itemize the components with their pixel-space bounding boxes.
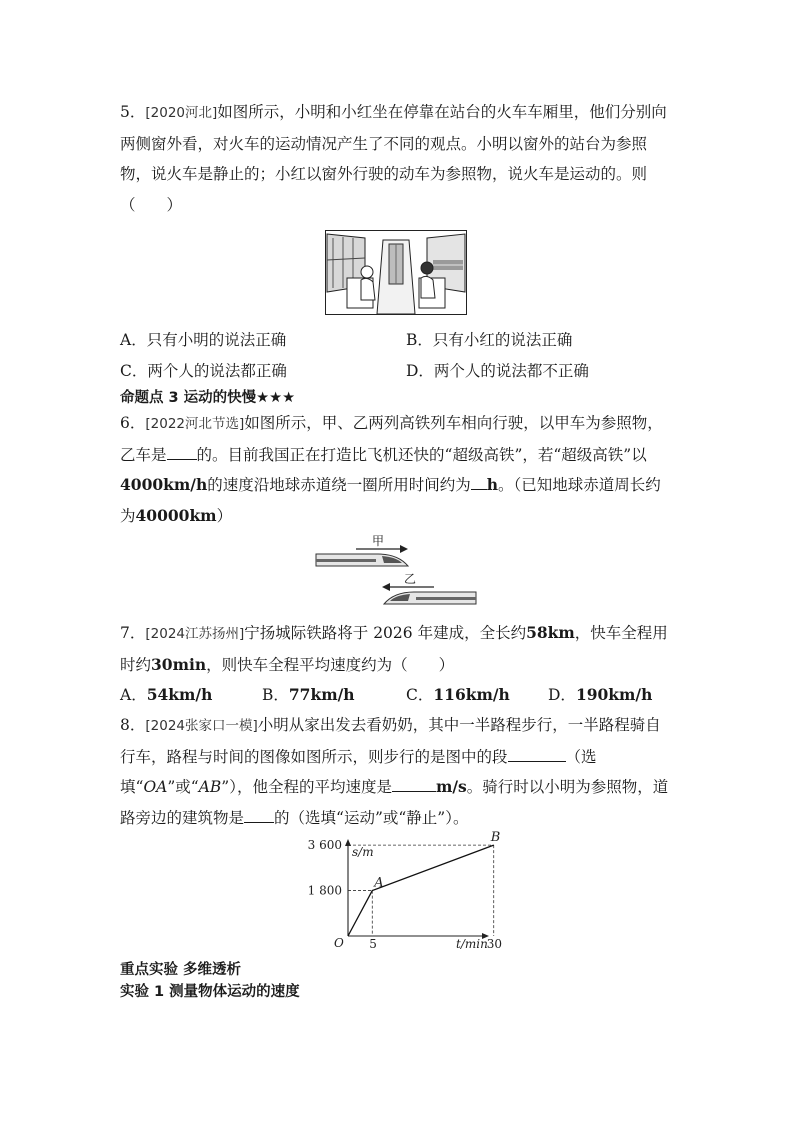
option-letter: B． (262, 686, 289, 704)
distance-time-chart (296, 830, 502, 952)
segment-label: AB (198, 778, 222, 796)
question-text: （选填“ (120, 747, 597, 796)
question-text: 的（选填“运动”或“静止”）。 (274, 808, 469, 827)
option-value: 190km/h (575, 685, 653, 704)
unit-label: h (486, 475, 499, 494)
question-text: 。（已知地球赤道周长约为 (120, 476, 661, 525)
q5-option-a[interactable]: A．只有小明的说法正确 (120, 331, 287, 349)
origin-label: O (334, 936, 344, 950)
y-axis-label: s/m (352, 845, 374, 859)
q7-option-a[interactable] (120, 680, 212, 710)
question-text: 宁扬城际铁路将于 2026 年建成，全长约 (244, 624, 527, 642)
section-title: 重点实验 多维透析 (120, 962, 242, 978)
answer-blank[interactable] (508, 745, 566, 762)
question-text: 。骑行时以小明为参照物，道路旁边的建筑物是 (120, 778, 669, 827)
distance-value: 40000km (135, 505, 217, 525)
question-text: 的速度沿地球赤道绕一圈所用时间约为 (207, 476, 471, 494)
question-number: 8． (120, 716, 146, 734)
q5-options-row-1 (120, 325, 720, 355)
q5-option-d[interactable]: D．两个人的说法都不正确 (406, 362, 589, 380)
q5-options-row-2 (120, 356, 720, 386)
option-value: 77km/h (288, 685, 355, 704)
train-carriage-illustration (325, 230, 467, 315)
answer-blank[interactable] (244, 806, 274, 823)
question-source: [2020河北] (145, 105, 218, 121)
experiment-title: 实验 1 测量物体运动的速度 (120, 984, 300, 1000)
question-5 (120, 97, 676, 220)
unit-label: m/s (435, 777, 467, 796)
option-letter: A． (120, 686, 147, 704)
topic-heading: 命题点 3 运动的快慢★★★ (120, 390, 296, 406)
speed-value: 4000km/h (120, 475, 208, 494)
option-value: 116km/h (433, 685, 510, 704)
question-text: ，快车全程用时约 (120, 624, 668, 674)
time-value: 30min (151, 654, 207, 674)
question-text: ，则快车全程平均速度约为（ ） (206, 655, 455, 674)
question-number: 7． (120, 624, 146, 642)
question-number: 6． (120, 414, 146, 432)
question-6 (120, 408, 676, 531)
train-yi-label: 乙 (404, 572, 417, 586)
point-label-a: A (374, 875, 384, 891)
question-7 (120, 618, 676, 680)
x-axis-label: t/min (456, 937, 488, 951)
length-value: 58km (526, 623, 575, 642)
question-source: [2024张家口一模] (145, 718, 258, 734)
option-letter: C． (406, 686, 434, 704)
q7-option-c[interactable] (406, 680, 510, 710)
segment-label: OA (143, 778, 168, 796)
answer-blank[interactable] (167, 443, 197, 460)
q5-option-c[interactable]: C．两个人的说法都正确 (120, 362, 287, 380)
question-text: ”），他全程的平均速度是 (221, 778, 392, 796)
question-text: 的。目前我国正在打造比飞机还快的“超级高铁”，若“超级高铁”以 (196, 445, 647, 464)
answer-blank[interactable] (471, 474, 487, 491)
question-source: [2022河北节选] (145, 416, 245, 432)
q7-option-b[interactable] (262, 680, 355, 710)
question-source: [2024江苏扬州] (145, 626, 245, 642)
answer-blank[interactable] (392, 776, 436, 793)
x-tick-label: 5 (369, 937, 377, 951)
high-speed-trains-illustration (312, 532, 482, 612)
question-text: 小明从家出发去看奶奶，其中一半路程步行，一半路程骑自行车，路程与时间的图像如图所示，则步行的是图中的段 (120, 716, 661, 766)
point-label-b: B (490, 830, 501, 846)
question-8 (120, 710, 676, 833)
q7-options-row (120, 680, 720, 710)
train-jia-label: 甲 (372, 534, 385, 548)
question-text: 如图所示，小明和小红坐在停靠在站台的火车车厢里，他们分别向两侧窗外看，对火车的运动情况产生了不同的观点。小明以窗外的站台为参照物，说火车是静止的；小红以窗外行驶的动车为参照物，说火车是运动的。则（ ） (120, 103, 667, 214)
question-number: 5． (120, 103, 146, 121)
question-text: ） (216, 506, 233, 525)
y-tick-label: 1 800 (307, 883, 342, 898)
q5-option-b[interactable]: B．只有小红的说法正确 (406, 331, 573, 349)
question-text: 如图所示，甲、乙两列高铁列车相向行驶，以甲车为参照物，乙车是 (120, 414, 663, 464)
option-letter: D． (548, 686, 576, 704)
x-tick-label: 30 (486, 937, 502, 951)
option-value: 54km/h (146, 685, 213, 704)
question-text: ”或“ (167, 778, 199, 796)
q7-option-d[interactable] (548, 680, 652, 710)
y-tick-label: 3 600 (307, 838, 342, 853)
